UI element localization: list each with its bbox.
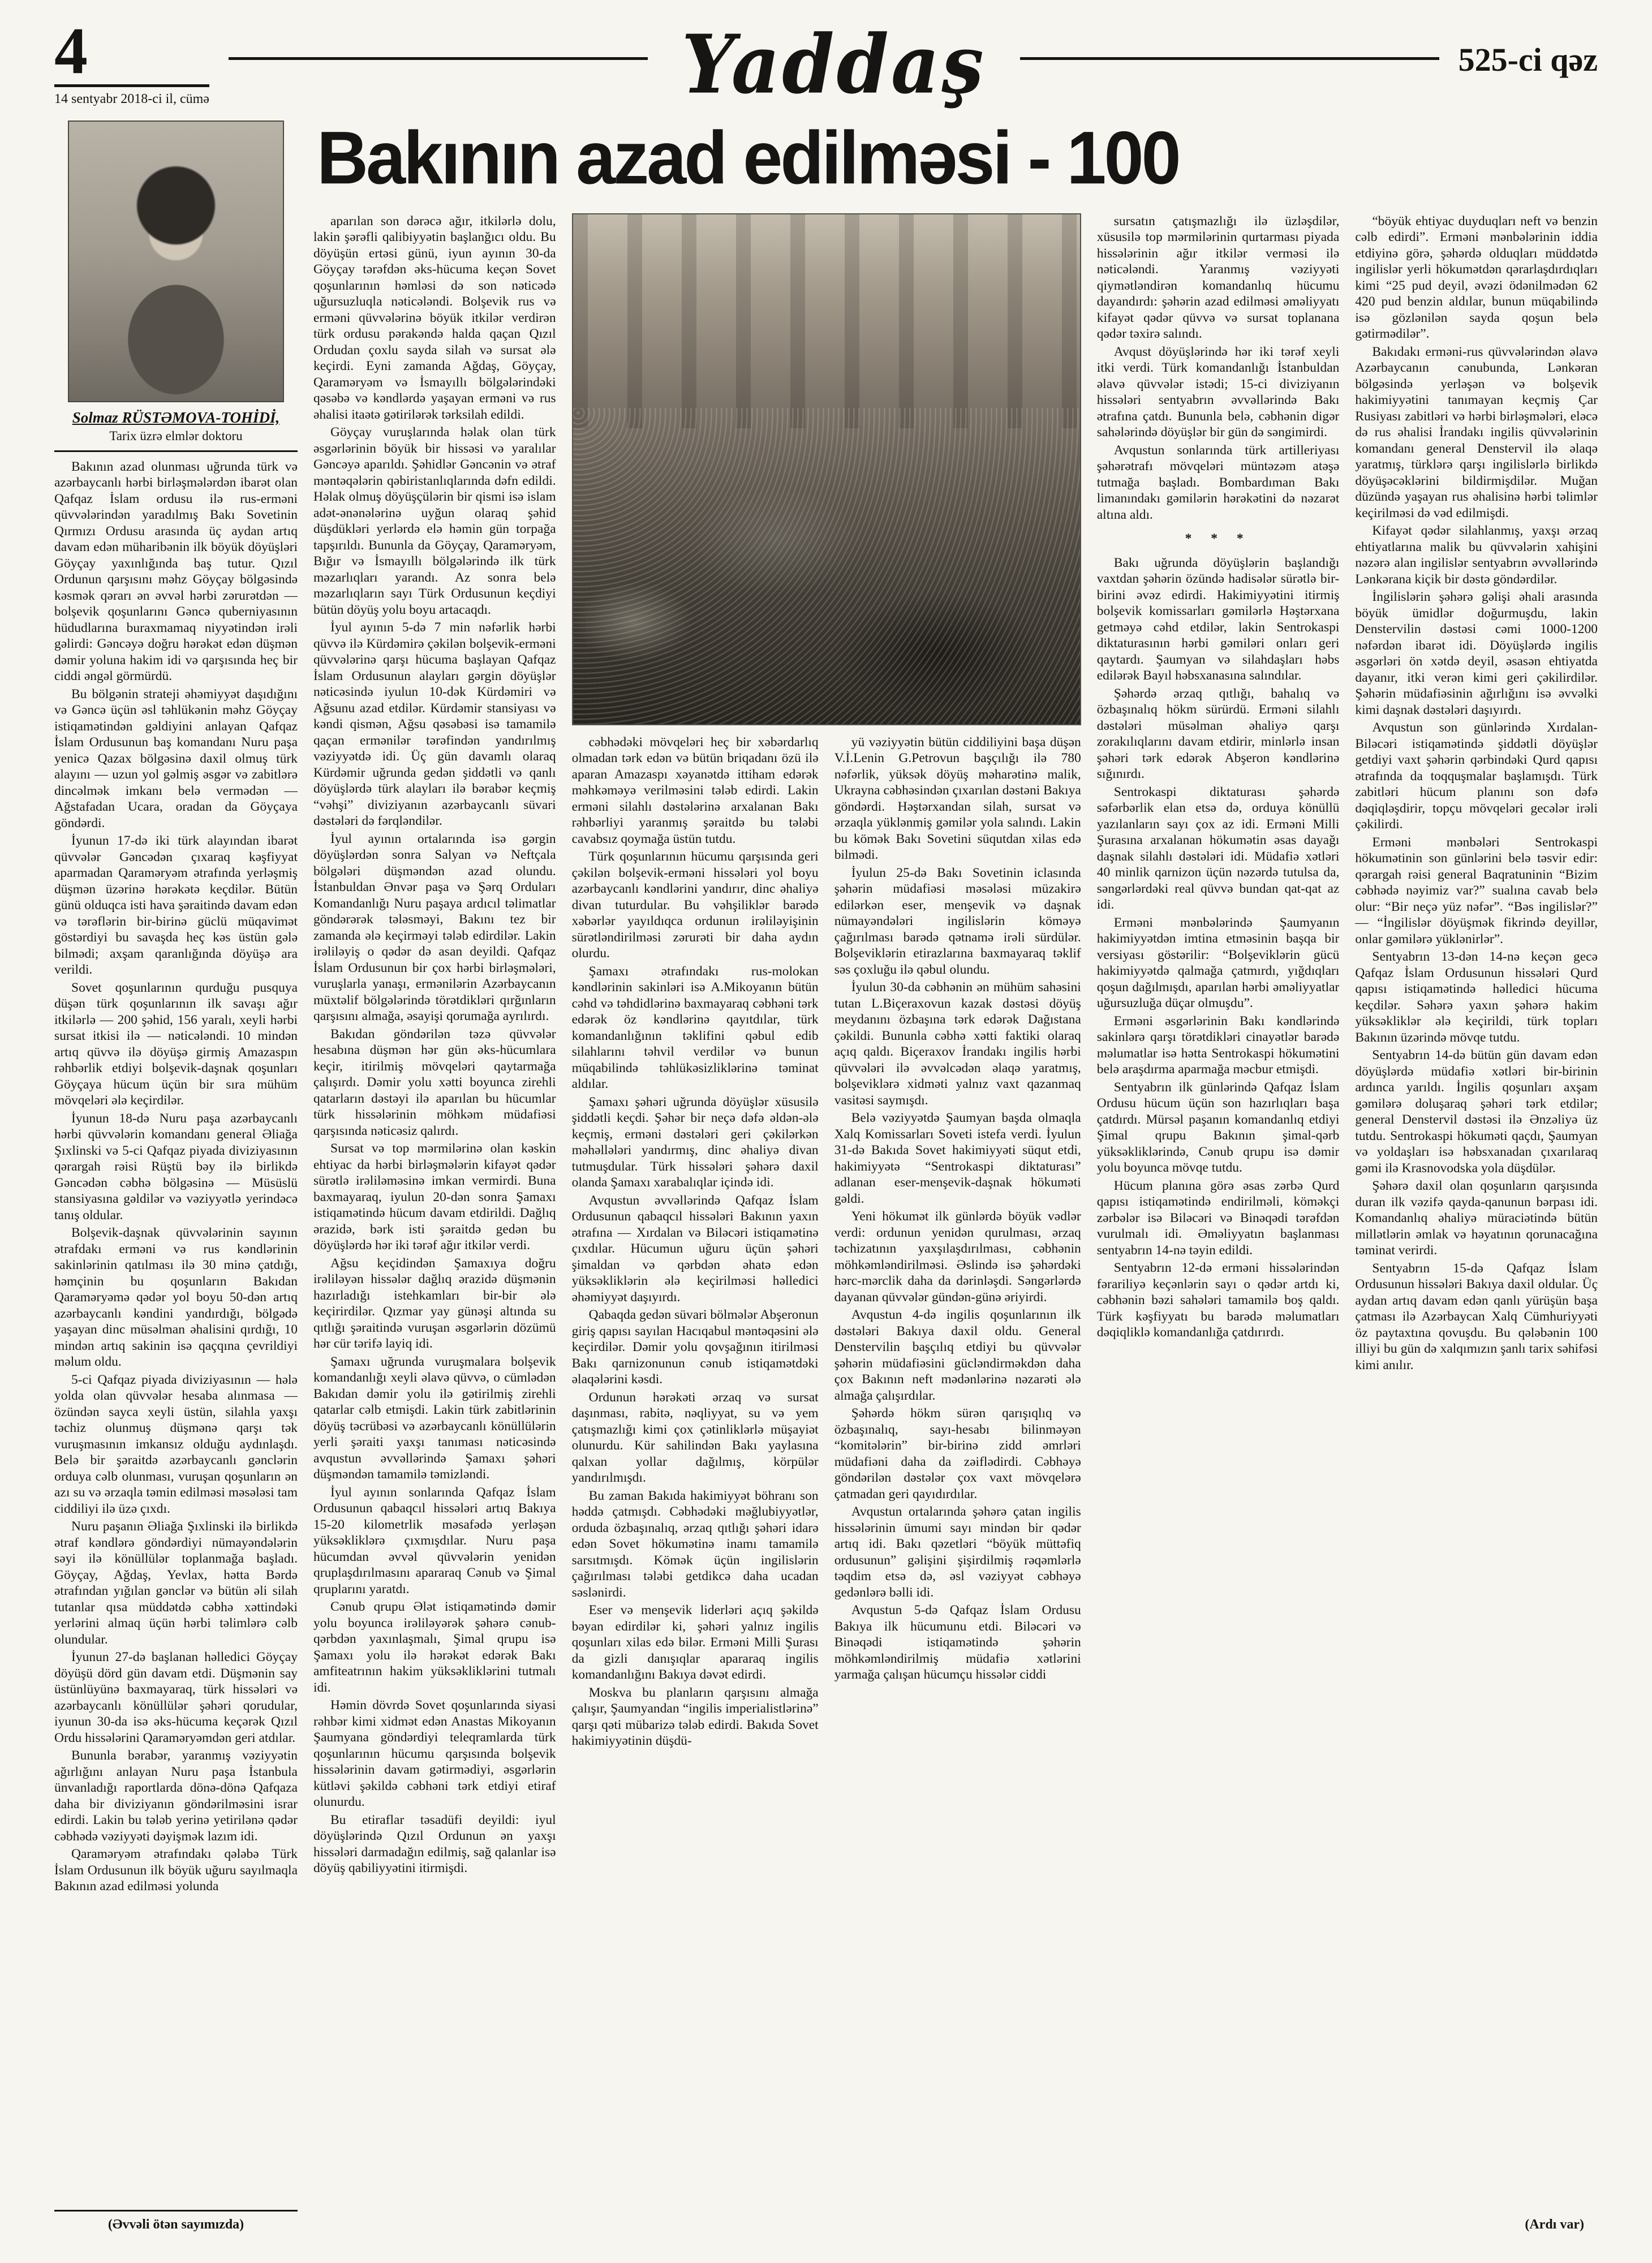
page-header [54,14,1598,117]
paragraph: Bu etiraflar təsadüfi deyildi: iyul döyüşlərində Qızıl Ordunun ən yaxşı hissələri darmadağın edilmiş, sağ qalanlar isə döyüş qabiliyyətini itirmişdi. [313,1812,556,1876]
paragraph: Ağsu keçidindən Şamaxıya doğru irəliləyən hissələr dağlıq ərazidə düşmənin hazırladığı istehkamları bir-bir ələ keçirirdilər. Qızmar yay günəşi altında su qıtlığı şəraitində vuruşan əsgərlərin dözümü hər cür tərifə layiq idi. [313,1255,556,1352]
column-grid [313,213,1598,2232]
paragraph: Avqustun əvvəllərində Qafqaz İslam Ordusunun qabaqcıl hissələri Bakının yaxın ətrafına — Xırdalan və Biləcəri istiqamətinə çıxdılar. Hücumun uğuru üçün şəhəri şimaldan və qərbdən əhatə edən yüksəkliklərin ələ keçirilməsi həlledici əhəmiyyət daşıyırdı. [571,1193,819,1305]
body-column-6-text [1355,213,1598,2213]
paragraph: Sentrokaspi diktaturası şəhərdə səfərbərlik elan etsə də, orduya könüllü yazılanların sayı çox az idi. Erməni Milli Şurasına arxalanan hökumətin əsas dayağı daşnak silahlı dəstələri idi. Müdafiə xətləri 40 minlik qarnizon üçün nəzərdə tutulsa da, səngərlərdəki real qüvvə bundan qat-qat az idi. [1096,784,1340,913]
body-column-6 [1355,213,1598,2232]
paragraph: Şamaxı şəhəri uğrunda döyüşlər xüsusilə şiddətli keçdi. Şəhər bir neçə dəfə əldən-ələ keçmiş, erməni dəstələri geri çəkilərkən məhəllələri yandırmış, dinc əhaliyə divan tutmuşdular. Türk hissələri şəhərə daxil olanda Şamaxı xarabalıqlar içində idi. [571,1094,819,1190]
issue-number: 525-ci qəz [1458,41,1598,78]
paragraph: Şəhərdə ərzaq qıtlığı, bahalıq və özbaşınalıq hökm sürürdü. Erməni silahlı dəstələri müsəlman əhaliyə qarşı zorakılıqlarını davam etdirir, minlərlə insan şəhəri tərk edərək Abşeron kəndlərinə sığınırdı. [1096,686,1340,782]
paragraph: Eser və menşevik liderləri açıq şəkildə bəyan edirdilər ki, şəhəri yalnız ingilis qoşunları xilas edə bilər. Erməni Milli Şurası da gizli danışıqlar apararaq ingilis komandanlığını Bakıya dəvət edirdi. [571,1603,819,1683]
paragraph: Şamaxı ətrafındakı rus-molokan kəndlərinin sakinləri isə A.Mikoyanın bütün cəhd və təhdidlərinə baxmayaraq cəbhəni tərk edərək öz kəndlərinə qayıtdılar, türk komandanlığının təklifini qəbul edib silahlarını təhvil verdilər və bunun müqabilində təhlükəsizliklərinə təminat aldılar. [571,963,819,1092]
paragraph: Ordunun hərəkəti ərzaq və sursat daşınması, rabitə, nəqliyyat, su və yem çatışmazlığı kimi çox çətinliklərlə müşayiət olunurdu. Kür sahilindən Bakı yaylasına qalxan yollar dağılmış, körpülər yandırılmışdı. [571,1389,819,1486]
paragraph: Erməni mənbələrində Şaumyanın hakimiyyətdən imtina etməsinin başqa bir versiyası göstərilir: “Bolşeviklərin gücü hakimiyyətdə qalmağa çatmırdı, yığdıqları qoşun dağılmışdı, aparılan hərbi əməliyyatlar uğursuzluğa düçar olmuşdu”. [1096,915,1340,1011]
paragraph: aparılan son dərəcə ağır, itkilərlə dolu, lakin şərəfli qalibiyyətin başlanğıcı oldu. Bu döyüşün ertəsi günü, iyun ayının 30-da Göyçay tərəfdən əks-hücuma keçən Sovet qoşunlarının həmləsi də son nəticədə uğursuzluqla nəticələndi. Bolşevik rus və erməni qüvvələrinə böyük itkilər verdirən türk ordusu pərakəndə halda qaçan Qızıl Ordudan çoxlu sayda silah və sursat ələ keçirdi. Eyni zamanda Ağdaş, Göyçay, Qaraməryəm və İsmayıllı bölgələrindəki qəsəbə və kəndlərdə yaşayan erməni və rus əhalisi itaətə gətirilərək tərksilah edildi. [313,213,556,422]
paragraph: Moskva bu planların qarşısını almağa çalışır, Şaumyandan “ingilis imperialistlərinə” qarşı qəti mübarizə tələb edirdi. Bakıda Sovet hakimiyyətinin düşdü- [571,1685,819,1749]
body-column-5 [1097,213,1340,2232]
paragraph: “böyük ehtiyac duyduqları neft və benzin cəlb edirdi”. Erməni mənbələrinin iddia etdiyinə görə, şəhərdə olduqları müddətdə ingilislər yerli hökumətdən qərarlaşdırdıqları kimi “25 pud deyil, əvəzi ödənilmədən 62 420 pud benzin aldılar, bunun müqabilində isə gözlənilən sayda qoşun belə gətirmədilər”. [1355,213,1598,342]
paragraph: cəbhədəki mövqeləri heç bir xəbərdarlıq olmadan tərk edən və bütün briqadanı özü ilə aparan Amazaspı xəyanətdə ittiham edərək məhkəməyə verilməsini tələb edirdi. Lakin erməni silahlı dəstələrinə arxalanan Bakı rəhbərliyi yaranmış şəraitdə bu tələbi cavabsız qoymağa üstün tutdu. [571,734,819,846]
historical-crowd-photo [572,213,1081,725]
paragraph: Kifayət qədər silahlanmış, yaxşı ərzaq ehtiyatlarına malik bu qüvvələrin xahişini nəzərə alan ingilislər sentyabrın əvvəllərində Lənkərana kiçik bir dəstə göndərdilər. [1355,523,1598,587]
body-column-2 [313,213,556,2232]
paragraph: Şəhərdə hökm sürən qarışıqlıq və özbaşınalıq, sayı-hesabı bilinməyən “komitələrin” bir-birinə zidd əmrləri müdafiəni daha da zəiflədirdi. Cəbhəyə göndərilən dəstələr çox vaxt mövqelərə çatmadan geri qayıdırdılar. [834,1406,1081,1502]
paragraph: Erməni əsgərlərinin Bakı kəndlərində sakinlərə qarşı törətdikləri cinayətlər barədə məlumatlar isə hətta Sentrokaspi hökumətini belə araşdırma aparmağa məcbur etmişdi. [1096,1013,1340,1077]
paragraph: İyul ayının 5-də 7 min nəfərlik hərbi qüvvə ilə Kürdəmirə çəkilən bolşevik-erməni qüvvələrinə qarşı hücuma başlayan Qafqaz İslam Ordusunun alayları gərgin döyüşlər nəticəsində iyulun 10-dək Kürdəmiri və Ağsunu azad etdilər. Kürdəmir stansiyası və kəndi qismən, Ağsu qəsəbəsi isə tamamilə qaçan ermənilər tərəfindən yandırılmış vəziyyətdə idi. Üç gün davamlı olaraq Kürdəmir uğrunda gedən şiddətli və qanlı döyüşlərdə türk alayları ilə bərabər keçmiş “vəhşi” diviziyanın azərbaycanlı süvari dəstələri də fərqləndilər. [313,620,556,829]
header-rule-left [229,57,648,60]
paragraph: Erməni mənbələri Sentrokaspi hökumətinin son günlərini belə təsvir edir: qərargah rəisi general Baqratuninin “Bizim cəbhədə nəyimiz var?” sualına cavab belə olur: “Bir neçə yüz nəfər”. “Bəs ingilislər?” — “İngilislər döyüşmək fikrində deyillər, onlar gəmilərə yüklənirlər”. [1355,834,1598,946]
paragraph: Sursat və top mərmilərinə olan kəskin ehtiyac da hərbi birləşmələrin kifayət qədər sürətlə irəliləməsinə imkan vermirdi. Buna baxmayaraq, iyulun 20-dən sonra Şamaxı istiqamətində hücum davam etdirildi. Dağlıq ərazidə, bərk isti şəraitdə gedən bu döyüşlərdə hər iki tərəf ağır itkilər verdi. [313,1141,556,1253]
page-number: 4 [54,14,88,88]
photo-section [572,213,1081,2232]
paragraph: İyul ayının ortalarında isə gərgin döyüşlərdən sonra Salyan və Neftçala bölgələri düşməndən azad olundu. İstanbuldan Ənvər paşa və Şərq Orduları Komandanlığı Nuru paşaya ardıcıl təlimatlar göndərərək tələsməyi, Bakını tez bir zamanda ələ keçirməyi tələb edirdilər. Lakin irəliləyiş o qədər də asan deyildi. Qafqaz İslam Ordusunun bir çox hərbi birləşmələri, vuruşlarla yanaşı, ermənilərin Azərbaycanın müxtəlif bölgələrində törətdikləri qırğınların qarşısını almağa, əsayişi qorumağa ayrılırdı. [313,831,556,1024]
paragraph: Qabaqda gedən süvari bölmələr Abşeronun giriş qapısı sayılan Hacıqabul məntəqəsini ələ keçirdilər. Dəmir yolu qovşağının itirilməsi Bakı qarnizonunun cənub istiqamətdəki əlaqələrini kəsdi. [571,1307,819,1387]
paragraph: Bolşevik-daşnak qüvvələrinin sayının ətrafdakı erməni və rus kəndlərinin sakinlərinin qatılması ilə 30 minə çatdığı, həmçinin bu qoşunların Bakıdan Qaraməryəmə qədər yol boyu 50-dən artıq azərbaycanlı kəndini yandırdığı, bölgədə yaşayan dinc müsəlman əhalisini qırdığı, 10 mindən artıq sakinin isə qaçqına çevrildiyi məlum oldu. [54,1225,298,1370]
paragraph: Sentyabrın 14-də bütün gün davam edən döyüşlərdə müdafiə xətləri bir-birinin ardınca yarıldı. İngilis qoşunları axşam gəmilərə doluşaraq şəhəri tərk etdilər; general Denstervil dəstəsi ilə Ənzəliyə üz tutdu. Sentrokaspi hökuməti qaçdı, Şaumyan və yoldaşları isə həbsxanadan çıxarılaraq gəmi ilə Krasnovodska yola düşdülər. [1355,1048,1598,1176]
paragraph: Şamaxı uğrunda vuruşmalara bolşevik komandanlığı xeyli əlavə qüvvə, o cümlədən Bakıdan dəmir yolu ilə gətirilmiş zirehli qatarlar cəlb etmişdi. Lakin türk zabitlərinin döyüş təcrübəsi və azərbaycanlı könüllülərin yerli şəraiti yaxşı tanıması nəticəsində avqustun əvvəllərində Şamaxı şəhəri düşməndən tamamilə təmizləndi. [313,1354,556,1482]
paragraph: 5-ci Qafqaz piyada diviziyasının — hələ yolda olan qüvvələr hesaba alınmasa — özündən sayca xeyli üstün, silahla yaxşı təchiz olunmuş düşmənə qarşı tək vuruşmasının imkansız olduğu aydınlaşdı. Belə bir şəraitdə azərbaycanlı gənclərin orduya cəlb olunması, vuruşan qoşunların ən azı su və ərzaqla təmin edilməsi məsələsi tam ciddiliyi ilə üzə çıxdı. [54,1372,298,1516]
paragraph: Bakıdakı erməni-rus qüvvələrindən əlavə Azərbaycanın cənubunda, Lənkəran bölgəsində yerləşən və bolşevik hakimiyyətini tanımayan keçmiş Çar Rusiyası zabitləri və hərbi birləşmələri, eləcə də rus əhalisi İrandakı ingilis qüvvələrinin komandanı general Denstervil ilə əlaqə yaratmış, türklərə qarşı ingilislərlə birlikdə döyüşəcəklərini bildirmişdilər. Muğan düzündə yaşayan rus əhalisinə hərbi təlimlər keçirilməsi də vəd edilmişdi. [1355,344,1598,520]
continuation-note: (Əvvəli ötən sayımızda) [54,2210,298,2232]
paragraph: İyunun 17-də iki türk alayından ibarət qüvvələr Gəncədən çıxaraq kəşfiyyat aparmadan Qaraməryəm ətrafında yerləşmiş düşmən üzərinə hərəkətə keçdilər. Bütün günü olduqca isti hava şəraitində davam edən və tərəflərin bir-birinə güclü müqavimət göstərdiyi bu savaşda heç kəs üstün gələ bilmədi; axşam qaranlığında döyüşə ara verildi. [54,833,298,978]
paragraph: Bu bölgənin strateji əhəmiyyət daşıdığını və Gəncə üçün əsl təhlükənin məhz Göyçay istiqamətindən gəldiyini anlayan Qafqaz İslam Ordusunun baş komandanı Nuru paşa yenicə Qazax bölgəsinə daxil olmuş türk alayını — uzun yol gəlmiş əsgər və zabitlərə dincəlmək imkanı belə vermədən — Ağstafadan Ucara, oradan da Göyçaya göndərdi. [54,686,298,831]
paragraph: Yeni hökumət ilk günlərdə böyük vədlər verdi: ordunun yenidən qurulması, ərzaq təchizatının yaxşılaşdırılması, cəbhənin möhkəmləndirilməsi. Əslində isə şəhərdəki hərc-mərclik daha da dərinləşdi. Səngərlərdə dayanan qüvvələr gündən-günə əriyirdi. [834,1209,1081,1305]
article-body [54,115,1598,2232]
paragraph: Nuru paşanın Əliağa Şıxlinski ilə birlikdə ətraf kəndlərə göndərdiyi nümayəndələrin səyi ilə könüllülər toplanmağa başladı. Göyçay, Ağdaş, Yevlax, hətta Bərdə ətrafından yığılan gənclər və bütün əli silah tutanlar qısa müddətdə cəbhə xəttindəki yerlərini almaq üçün hərbi təlimlərə cəlb olundular. [54,1519,298,1647]
paragraph: Sovet qoşunlarının qurduğu pusquya düşən türk qoşunlarının ilk savaşı ağır itkilərlə — 200 şəhid, 156 yaralı, xeyli hərbi sursat itkisi ilə — nəticələndi. 10 mindən artıq qüvvə ilə döyüşə girmiş Amazaspın rəhbərlik etdiyi bolşevik-daşnak qoşunları Göyçaya hücum üçün bir sıra mühüm mövqeləri ələ keçirdilər. [54,980,298,1108]
paragraph: Bakı uğrunda döyüşlərin başlandığı vaxtdan şəhərin özündə hadisələr sürətlə bir-birini əvəz edirdi. Hakimiyyətini itirmiş bolşevik komissarları gəmilərlə Həştərxana getməyə cəhd etdilər, lakin Sentrokaspi diktaturasının hərbi gəmiləri onları geri qaytardı. Şaumyan və silahdaşları həbs edilərək Bayıl həbsxanasına salındılar. [1096,555,1340,683]
author-portrait-photo [68,121,284,402]
paragraph: Türk qoşunlarının hücumu qarşısında geri çəkilən bolşevik-erməni hissələri yol boyu azərbaycanlı kəndlərini yandırır, dinc əhaliyə divan tuturdular. Bu vəhşiliklər barədə xəbərlər yayıldıqca ordunun irəliləyişinin sürətləndirilməsi zərurəti bir daha aydın olurdu. [571,849,819,961]
paragraph: İyunun 18-də Nuru paşa azərbaycanlı hərbi qüvvələrin komandanı general Əliağa Şıxlinski və 5-ci Qafqaz piyada diviziyasının qərargah rəisi Rüştü bəy ilə birlikdə Gəncədən cəbhə bölgəsinə — Müsüslü stansiyasına gəldilər və vəziyyətlə yerindəcə tanış oldular. [54,1111,298,1223]
paragraph: Göyçay vuruşlarında həlak olan türk əsgərlərinin böyük bir hissəsi və yaralılar Gəncəyə aparıldı. Şəhidlər Gəncənin və ətraf məntəqələrin qəbiristanlıqlarında dəfn edildi. Həlak olmuş döyüşçülərin bir qismi isə islam adət-ənənələrinə uyğun olaraq şəhid düşdükləri yerlərdə elə həmin gün torpağa tapşırıldı. Bununla da Göyçay, Qaraməryəm, Bığır və İsmayıllı bölgələrində ilk türk məzarlıqları yarandı. Az sonra belə məzarlıqların sayı Türk Ordusunun keçdiyi bütün döyüş yolu boyu artacaqdı. [313,425,556,617]
paragraph: Bu zaman Bakıda hakimiyyət böhranı son həddə çatmışdı. Cəbhədəki məğlubiyyətlər, orduda özbaşınalıq, ərzaq qıtlığı şəhəri idarə edən Sovet hökumətinə inamı tamamilə sarsıtmışdı. Kömək üçün ingilislərin çağırılması tələbi getdikcə daha ucadan səslənirdi. [571,1488,819,1600]
paragraph: Belə vəziyyətdə Şaumyan başda olmaqla Xalq Komissarları Soveti istefa verdi. İyulun 31-də Bakıda Sovet hakimiyyəti süqut etdi, hakimiyyətə “Sentrokaspi diktaturası” adlanan eser-menşevik-daşnak hökuməti gəldi. [834,1111,1081,1206]
paragraph: Avqustun 4-də ingilis qoşunlarının ilk dəstələri Bakıya daxil oldu. General Denstervilin başçılıq etdiyi bu qüvvələr şəhərin müdafiəsini gücləndirməkdən daha çox Bakının neft mədənlərinə nəzarəti ələ almağa çalışırdılar. [834,1307,1081,1403]
paragraph: İyul ayının sonlarında Qafqaz İslam Ordusunun qabaqcıl hissələri artıq Bakıya 15-20 kilometrlik məsafədə yerləşən yüksəkliklərə çıxmışdılar. Nuru paşa hücumdan əvvəl qüvvələrin yenidən qruplaşdırılmasını apararaq Cənub və Şimal qruplarını yaratdı. [313,1485,556,1597]
paragraph: yü vəziyyətin bütün ciddiliyini başa düşən V.İ.Lenin G.Petrovun başçılığı ilə 780 nəfərlik, yüksək döyüş məharətinə malik, Ukrayna cəbhəsindən çıxarılan dəstəni Bakıya göndərdi. Həştərxandan silah, sursat və ərzaqla yüklənmiş gəmilər yola salındı. Lakin bu kömək Bakı Sovetini süqutdan xilas edə bilmədi. [834,734,1081,863]
paragraph: sursatın çatışmazlığı ilə üzləşdilər, xüsusilə top mərmilərinin qurtarması piyada hissələrinin ağır itkilər verməsi ilə nəticələndi. Yaranmış vəziyyəti qiymətləndirən komandanlıq hücumu dayandırdı: şəhərin azad edilməsi əməliyyatı kifayət qədər qüvvə və sursat toplanana qədər təxirə salındı. [1096,213,1340,342]
paragraph: İngilislərin şəhərə gəlişi əhali arasında böyük ümidlər doğurmuşdu, lakin Denstervilin dəstəsi cəmi 1000-1200 nəfərdən ibarət idi. Döyüşlərdə ingilis əsgərləri ön xətdə deyil, əsasən ehtiyatda dayanır, itki verən kimi geri çəkilirdilər. Şəhərin müdafiəsinin ağırlığını isə əvvəlki kimi daşnak dəstələri daşıyırdı. [1355,590,1598,717]
paragraph: Sentyabrın 12-də erməni hissələrindən fərariliyə keçənlərin sayı o qədər artdı ki, cəbhənin bəzi sahələri tamamilə boş qaldı. Türk kəşfiyyatı bu barədə məlumatları dəqiqliklə komandanlığa çatdırırdı. [1096,1260,1340,1340]
photo-subcolumns [572,734,1081,2232]
section-separator: * * * [1185,531,1251,547]
paragraph: Qaraməryəm ətrafındakı qələbə Türk İslam Ordusunun ilk böyük uğuru sayılmaqla Bakının azad edilməsi yolunda [54,1847,298,1894]
paragraph: Sentyabrın ilk günlərində Qafqaz İslam Ordusu hücum üçün son hazırlıqları başa çatdırdı. Mürsəl paşanın komandanlıq etdiyi Şimal qrupu Bakının şimal-qərb yüksəkliklərində, Cənub qrupu isə dəmir yolu boyunca mövqe tutdu. [1096,1079,1340,1176]
paragraph: Həmin dövrdə Sovet qoşunlarında siyasi rəhbər kimi xidmət edən Anastas Mikoyanın Şaumyana göndərdiyi teleqramlarda türk qoşunlarının hücumu qarşısında bolşevik hissələrinin davam gətirmədiyi, əsgərlərin kütləvi şəkildə cəbhəni tərk etdiyi etiraf olunurdu. [313,1698,556,1810]
paragraph: Cənub qrupu Ələt istiqamətində dəmir yolu boyunca irəliləyərək şəhərə cənub-qərbdən yaxınlaşmalı, Şimal qrupu isə Şamaxı yolu ilə hərəkət edərək Bakı amfiteatrının hakim yüksəkliklərini tutmalı idi. [313,1599,556,1695]
body-column-3 [572,734,819,2232]
article-headline: Bakının azad edilməsi - 100 [317,115,1179,200]
author-title: Tarix üzrə elmlər doktoru [54,427,298,452]
body-column-4 [834,734,1081,2232]
article-main [313,115,1598,2232]
paragraph: Avqust döyüşlərində hər iki tərəf xeyli itki verdi. Türk komandanlığı İstanbuldan əlavə qüvvələr istədi; 15-ci diviziyanın hissələri sentyabrın əvvəllərində Bakı ətrafına çatdı. Bununla belə, cəbhənin digər sahələrində döyüşlər bir gün də səngimirdi. [1096,344,1340,440]
author-name: Solmaz RÜSTƏMOVA-TOHİDİ, [72,408,280,426]
paragraph: İyulun 30-da cəbhənin ən mühüm sahəsini tutan L.Biçeraxovun kazak dəstəsi döyüş meydanını özbaşına tərk edərək Dağıstana çəkildi. Bununla cəbhə xətti faktiki olaraq açıq qaldı. Biçeraxov İrandakı ingilis hərbi qüvvələri ilə əvvəlcədən əlaqə yaratmış, bolşeviklərə xidməti yalnız vaxt qazanmaq vasitəsi saymışdı. [834,980,1081,1108]
author-column [54,121,298,2232]
paragraph: Bakıdan göndərilən təzə qüvvələr hesabına düşmən hər gün əks-hücumlara keçir, itirilmiş mövqeləri qaytarmağa çalışırdı. Dəmir yolu xətti boyunca zirehli qatarların dəstəyi ilə aparılan bu hücumlar türk hissələrinin möhkəm müdafiəsi qarşısında nəticəsiz qalırdı. [313,1026,556,1138]
paragraph: Sentyabrın 15-də Qafqaz İslam Ordusunun hissələri Bakıya daxil oldular. Üç aydan artıq davam edən qanlı yürüşün başa çatması ilə Azərbaycan Xalq Cümhuriyyəti öz paytaxtına qovuşdu. Bu qələbənin 100 illiyi bu gün də xalqımızın şanlı tarix səhifəsi kimi anılır. [1355,1260,1598,1373]
paragraph: Sentyabrın 13-dən 14-nə keçən gecə Qafqaz İslam Ordusunun hissələri Qurd qapısı istiqamətində həlledici hücuma keçdilər. Səhərə yaxın şəhərə hakim yüksəkliklər ələ keçirildi, türk topları Bakının üzərində mövqe tutdu. [1355,949,1598,1045]
body-column-1 [54,459,298,2210]
to-be-continued-note: (Ardı var) [1525,2217,1584,2232]
paragraph: Avqustun 5-də Qafqaz İslam Ordusu Bakıya ilk hücumunu etdi. Biləcəri və Binəqədi istiqamətində şəhərin möhkəmləndirilmiş müdafiə xətlərini yarmağa çalışan hücumçu hissələr ciddi [834,1603,1081,1683]
header-rule-right [1020,57,1439,60]
page-header-left [54,14,209,107]
paragraph: Şəhərə daxil olan qoşunların qarşısında duran ilk vəzifə qayda-qanunun bərpası idi. Komandanlıq əhaliyə müraciətində bütün millətlərin əmlak və həyatının qorunacağına təminat verirdi. [1355,1178,1598,1258]
paragraph: İyulun 25-də Bakı Sovetinin iclasında şəhərin müdafiəsi məsələsi müzakirə edilərkən eser, menşevik və daşnak nümayəndələri ingilislərin köməyə çağırılması barədə qətnamə irəli sürdülər. Bolşeviklərin etirazlarına baxmayaraq təklif səs çoxluğu ilə qəbul olundu. [834,865,1081,977]
paragraph: Avqustun son günlərində Xırdalan-Biləcəri istiqamətində şiddətli döyüşlər getdiyi vaxt şəhərin qərbindəki Qurd qapısı ətrafında da toqquşmalar başlamışdı. Türk zabitləri hücum planını son dəfə dəqiqləşdirir, topçu mövqeləri gecələr irəli çəkilirdi. [1355,720,1598,832]
paragraph: Bununla bərabər, yaranmış vəziyyətin ağırlığını anlayan Nuru paşa İstanbula ünvanladığı raportlarda dönə-dönə Qafqaza daha bir diviziyanın göndərilməsini israr edirdi. Lakin bu tələb yerinə yetirilənə qədər cəbhədə vəziyyəti dəyişmək lazım idi. [54,1748,298,1844]
paragraph: Avqustun sonlarında türk artilleriyası şəhərətrafı mövqeləri müntəzəm atəşə tutmağa başladı. Bombardıman Bakı limanındakı gəmilərin hərəkətini də nəzarət altına aldı. [1096,442,1340,522]
paragraph: Avqustun ortalarında şəhərə çatan ingilis hissələrinin ümumi sayı mindən bir qədər artıq idi. Bakı qəzetləri “böyük müttəfiq ordusunun” gəlişini şişirdilmiş rəqəmlərlə təqdim etsə də, əsl vəziyyət cəbhəyə gedənlərə bəlli idi. [834,1504,1081,1600]
paragraph: Bakının azad olunması uğrunda türk və azərbaycanlı hərbi birləşmələrdən ibarət olan Qafqaz İslam ordusu ilə rus-erməni qüvvələrindən yaradılmış Bakı Sovetinin Qırmızı Ordusu arasında üç aydan artıq davam edən müharibənin ilk böyük döyüşləri Göyçay yaxınlığında baş tutur. Qızıl Ordunun qarşısını məhz Göyçay bölgəsində kəsmək qərarı ən əvvəl hərbi zərurətdən — bolşevik qoşunlarını Gəncə quberniyasının hüdudlarına buraxmamaq niyyətindən irəli gəlirdi: Gəncəyə doğru hərəkət edən düşmən dəmir yoluna hakim idi və qarşısında heç bir ciddi əngəl görmürdü. [54,459,298,684]
paragraph: Hücum planına görə əsas zərbə Qurd qapısı istiqamətində endirilməli, köməkçi zərbələr isə Biləcəri və Binəqədi tərəfdən vurulmalı idi. Əməliyyatın başlanması sentyabrın 14-nə təyin edildi. [1096,1178,1340,1258]
masthead: Yaddaş [681,17,986,113]
page-date: 14 sentyabr 2018-ci il, cümə [54,84,209,107]
paragraph: İyunun 27-də başlanan həlledici Göyçay döyüşü dörd gün davam etdi. Düşmənin say üstünlüyünə baxmayaraq, türk hissələri və azərbaycanlı könüllülər şəhəri qorudular, iyunun 30-da isə əks-hücuma keçərək Qızıl Ordu hissələrini Qaraməryəmdən geri atdılar. [54,1650,298,1745]
